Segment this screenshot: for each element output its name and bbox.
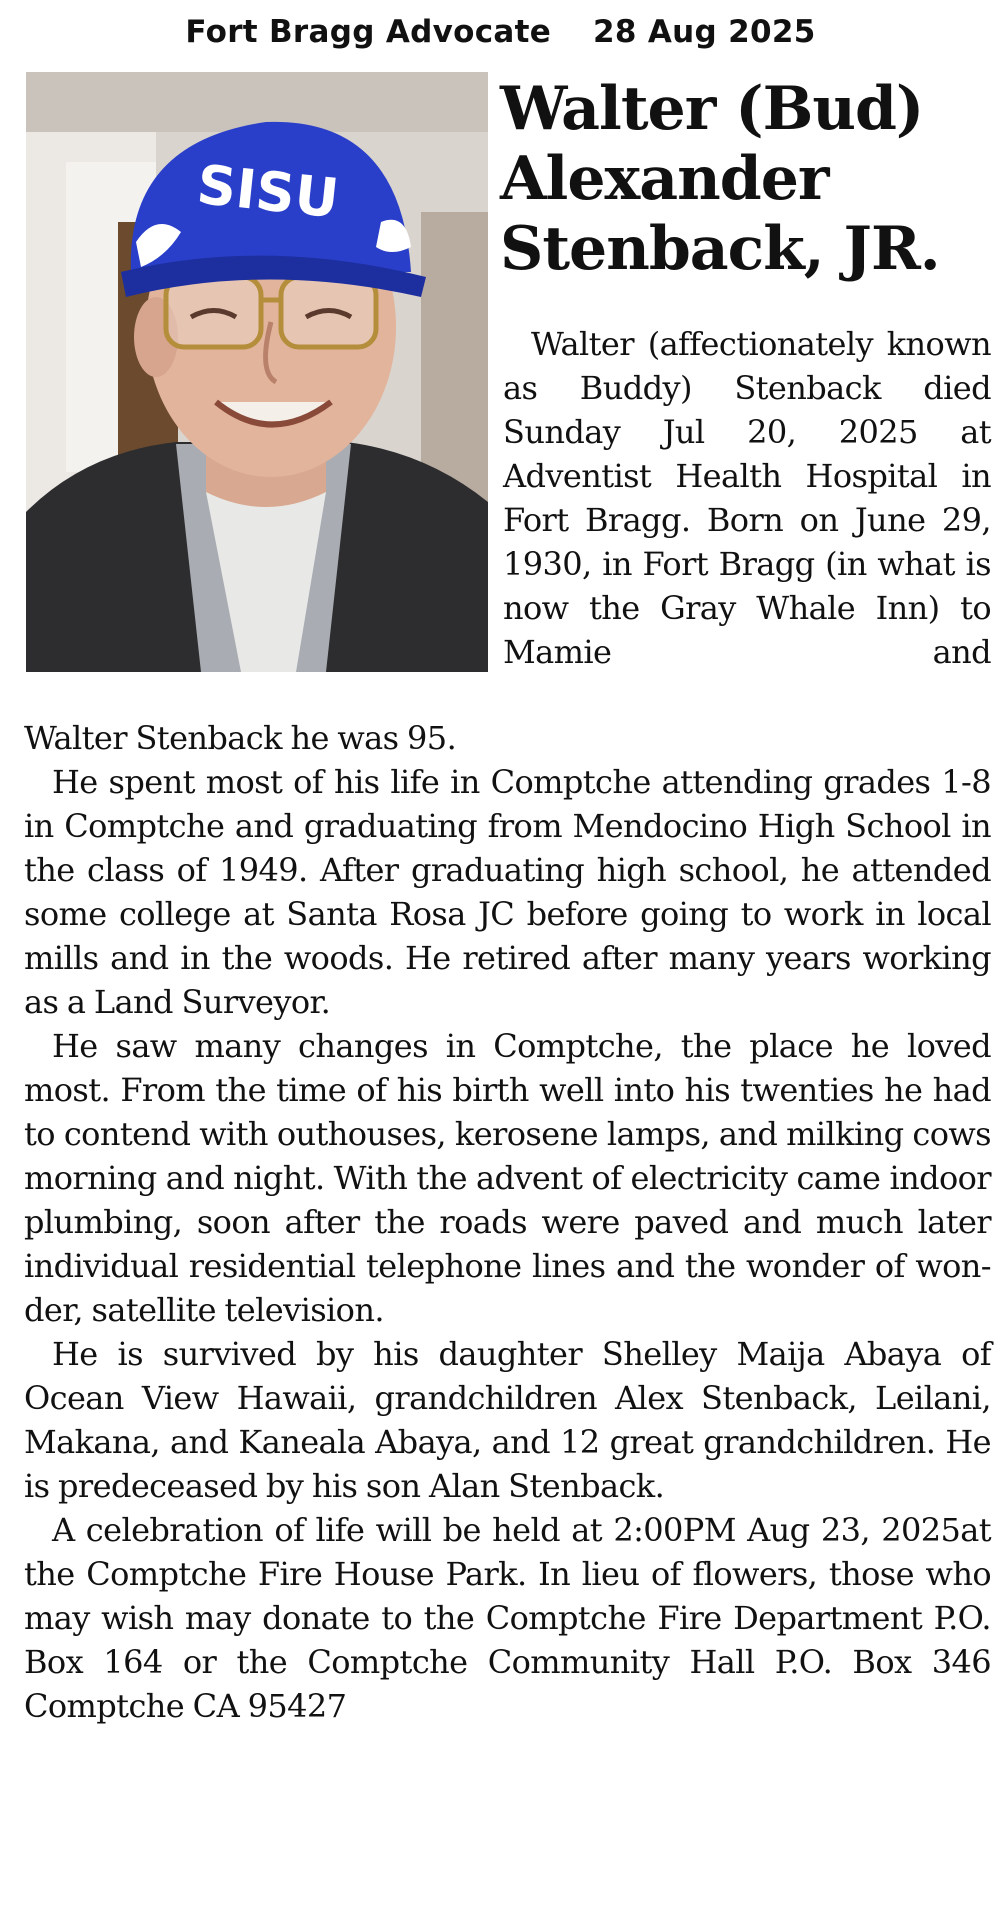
obituary-body	[24, 716, 991, 1728]
intro-continuation: Walter Stenback he was 95.	[24, 719, 457, 757]
paragraph-celebration: A celebration of life will be held at 2:00PM Aug 23, 2025at the Comptche Fire House Park. In lieu of flowers, those who may wish may donate to the Comptche Fire Department P.O. Box 164 or the Comptche Community Hall P.O. Box 346 Comptche CA 95427	[24, 1511, 991, 1725]
headline-line-1: Walter (Bud)	[500, 74, 924, 144]
publication-name: Fort Bragg Advocate	[185, 14, 552, 50]
paragraph-comptche-changes: He saw many changes in Comptche, the place he loved most. From the time of his birth well into his twenties he had to contend with outhouses, kerosene lamps, and milking cows morning and night. With the advent of electricity came indoor plumbing, soon after the roads were paved and much later individual residential telephone lines and the wonder of won-der, satellite television.	[24, 1027, 991, 1329]
headline-line-3: Stenback, JR.	[500, 214, 940, 284]
portrait-photo	[26, 72, 488, 672]
obituary-headline	[500, 74, 990, 284]
paragraph-survivors: He is survived by his daughter Shelley Maija Abaya of Ocean View Hawaii, grandchildren Alex Stenback, Leilani, Makana, and Kaneala Abaya, and 12 great grandchildren. He is predeceased by his son Alan Stenback.	[24, 1335, 991, 1505]
publication-date: 28 Aug 2025	[593, 14, 816, 50]
intro-column	[503, 322, 991, 674]
intro-paragraph: Walter (affectionately known as Buddy) Stenback died Sunday Jul 20, 2025 at Adventist Health Hospital in Fort Bragg. Born on June 29, 1930, in Fort Bragg (in what is now the Gray Whale Inn) to Mamie and	[503, 325, 991, 671]
cap-logo: SISU	[194, 152, 342, 231]
paragraph-career: He spent most of his life in Comptche attending grades 1-8 in Comptche and graduating from Mendocino High School in the class of 1949. After graduating high school, he attended some college at Santa Rosa JC before going to work in local mills and in the woods. He retired after many years working as a Land Surveyor.	[24, 763, 991, 1021]
masthead	[0, 14, 1001, 50]
headline-line-2: Alexander	[500, 144, 829, 214]
ceiling	[26, 72, 488, 132]
portrait-illustration	[26, 72, 488, 672]
